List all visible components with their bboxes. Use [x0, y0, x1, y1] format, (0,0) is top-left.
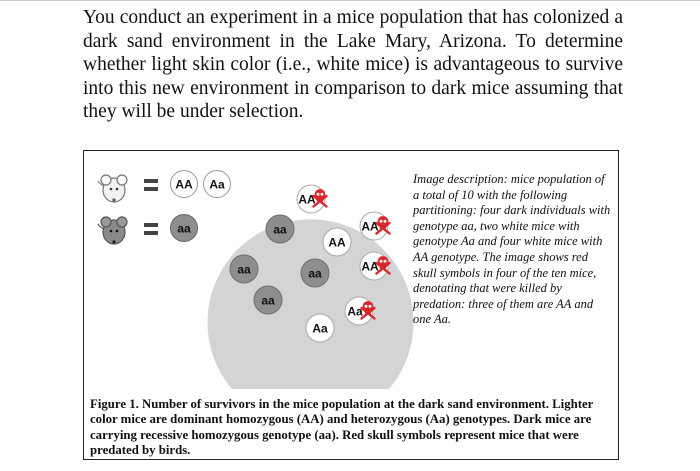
- mouse-AA-1: [297, 185, 327, 213]
- mouse-genotype-label: aa: [237, 262, 251, 277]
- mouse-genotype-label: Aa: [312, 321, 328, 336]
- mouse-genotype-label: aa: [273, 222, 287, 237]
- population-arena: [208, 219, 414, 389]
- top-rule: [0, 0, 700, 1]
- intro-paragraph: You conduct an experiment in a mice population that has colonized a dark sand environment in the Lake Mary, Arizona. To determine whether light skin color (i.e., white mice) is advantageous to survive into this new environment in comparison to dark mice assuming that they will be under selection.: [83, 7, 623, 123]
- mouse-AA-4: [323, 228, 351, 256]
- figure-caption: Figure 1. Number of survivors in the mice population at the dark sand environment. Lighter color mice are dominant homozygous (AA) and heterozygous (Aa) genotypes. Dark mice are carrying recessive homozygous genotype (aa). Red skull symbols represent mice that were predated by birds.: [90, 397, 594, 458]
- mouse-genotype-label: aa: [261, 293, 275, 308]
- figure-1: [83, 150, 619, 460]
- legend-genotype-AA: AA: [175, 177, 193, 192]
- dark-mouse-icon: [98, 217, 127, 244]
- mouse-aa-5: [230, 255, 258, 283]
- mouse-genotype-label: AA: [328, 235, 346, 250]
- legend-chip-Aa: [204, 171, 231, 198]
- mouse-AA-3: [360, 212, 390, 240]
- mouse-genotype-label: Aa: [347, 304, 363, 319]
- mouse-genotype-label: AA: [361, 259, 379, 274]
- mouse-Aa-10: [306, 314, 334, 342]
- mouse-genotype-label: AA: [361, 219, 379, 234]
- mouse-aa-8: [254, 286, 282, 314]
- image-description: Image description: mice population of a total of 10 with the following partitioning: four dark individuals with genotype aa, two white mice with genotype Aa and four white mice with AA genotype. The image shows red skull symbols in four of the ten mice, denotating that were killed by predation: three of them are AA and one Aa.: [413, 172, 611, 327]
- equals-sign: [144, 223, 158, 235]
- mouse-aa-2: [266, 215, 294, 243]
- equals-sign: [144, 179, 158, 191]
- legend-chip-aa: [171, 215, 198, 242]
- white-mouse-icon: [98, 175, 127, 202]
- legend-chip-AA: [171, 171, 198, 198]
- mouse-genotype-label: aa: [308, 266, 322, 281]
- mouse-genotype-label: AA: [298, 192, 316, 207]
- legend-genotype-Aa: Aa: [209, 177, 225, 192]
- legend-genotype-aa: aa: [177, 221, 191, 236]
- mouse-aa-6: [301, 259, 329, 287]
